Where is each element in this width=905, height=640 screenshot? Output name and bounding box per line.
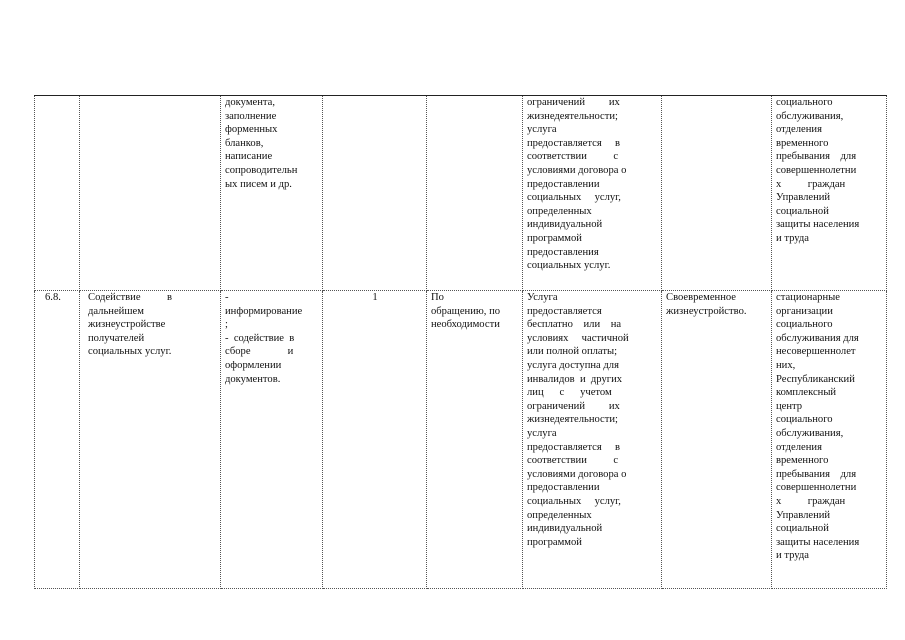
text-line: социального (776, 414, 833, 426)
text-line: документов. (225, 373, 281, 385)
text-line: условиями договора о (527, 164, 627, 176)
text-line: ых писем и др. (225, 178, 292, 190)
cell-result (662, 291, 772, 589)
text-line: пребывания для (776, 151, 857, 163)
text-line: социальных услуг. (527, 260, 611, 272)
text-line: ограничений их (527, 400, 620, 412)
text-line: социального (776, 97, 833, 108)
text-line: совершеннолетни (776, 164, 857, 176)
cell-number (35, 96, 80, 291)
text-line: сборе и (225, 346, 294, 358)
text-line: услуга доступна для (527, 359, 619, 371)
text-line: ограничений их (527, 97, 620, 108)
number-text: 6.8. (45, 292, 61, 303)
volume-text: 1 (372, 292, 378, 303)
cell-frequency (427, 291, 523, 589)
text-line: защиты населения (776, 219, 860, 231)
text-line: Содействие в (88, 292, 173, 303)
text-line: бесплатно или на (527, 319, 622, 331)
table-row (35, 96, 887, 291)
cell-volume (323, 96, 427, 291)
cell-conditions (523, 96, 662, 291)
table-row (35, 291, 887, 589)
text-line: заполнение (225, 110, 277, 122)
text-line: Управлений (776, 509, 831, 521)
text-line: комплексный (776, 387, 837, 399)
text-line: защиты населения (776, 536, 860, 548)
text-line: дальнейшем (88, 305, 144, 317)
text-line: предоставляется в (527, 441, 620, 453)
text-line: жизнеустройстве (88, 319, 166, 331)
text-line: и труда (776, 550, 809, 562)
text-line: пребывания для (776, 468, 857, 480)
text-line: - содействие в (225, 332, 295, 344)
text-line: несовершеннолет (776, 346, 856, 358)
text-line: инвалидов и других (527, 373, 623, 385)
text-line: программой (527, 232, 582, 244)
cell-number (35, 291, 80, 589)
text-line: совершеннолетни (776, 482, 857, 494)
text-line: временного (776, 455, 829, 467)
cell-conditions (523, 291, 662, 589)
text-line: х граждан (776, 495, 846, 507)
text-line: социальных услуг, (527, 192, 621, 204)
text-line: Управлений (776, 192, 831, 204)
text-line: сопроводительн (225, 164, 298, 176)
text-line: условиями договора о (527, 468, 627, 480)
text-line: индивидуальной (527, 219, 603, 231)
text-line: или полной оплаты; (527, 346, 618, 358)
text-line: оформлении (225, 359, 282, 371)
text-line: написание (225, 151, 273, 163)
text-line: жизнедеятельности; (527, 414, 618, 426)
text-line: По (431, 292, 444, 303)
cell-result (662, 96, 772, 291)
text-line: обращению, по (431, 305, 501, 317)
cell-providers (772, 291, 887, 589)
text-line: Услуга (527, 292, 558, 303)
text-line: программой (527, 536, 582, 548)
text-line: документа, (225, 97, 276, 108)
cell-service-name (80, 96, 221, 291)
text-line: центр (776, 400, 803, 412)
text-line: необходимости (431, 319, 500, 331)
text-line: социальных услуг. (88, 346, 172, 358)
text-line: предоставления (527, 246, 599, 258)
cell-service-content (221, 96, 323, 291)
text-line: получателей (88, 332, 145, 344)
text-line: предоставлении (527, 482, 600, 494)
text-line: социальной (776, 205, 829, 217)
text-line: предоставляется (527, 305, 602, 317)
cell-frequency (427, 96, 523, 291)
cell-service-content (221, 291, 323, 589)
text-line: информирование (225, 305, 303, 317)
text-line: соответствии с (527, 455, 619, 467)
text-line: определенных (527, 205, 592, 217)
text-line: обслуживания для (776, 332, 859, 344)
text-line: соответствии с (527, 151, 619, 163)
text-line: Своевременное (666, 292, 736, 303)
cell-service-name (80, 291, 221, 589)
text-line: предоставлении (527, 178, 600, 190)
text-line: организации (776, 305, 833, 317)
text-line: них, (776, 359, 796, 371)
text-line: обслуживания, (776, 427, 844, 439)
text-line: временного (776, 137, 829, 149)
text-line: услуга (527, 427, 557, 439)
text-line: бланков, (225, 137, 264, 149)
text-line: стационарные (776, 292, 840, 303)
text-line: социального (776, 319, 833, 331)
text-line: ; (225, 319, 228, 331)
text-line: услуга (527, 124, 557, 136)
text-line: Республиканский (776, 373, 855, 385)
text-line: - (225, 292, 229, 303)
text-line: жизнедеятельности; (527, 110, 618, 122)
text-line: индивидуальной (527, 523, 603, 535)
text-line: форменных (225, 124, 278, 136)
text-line: отделения (776, 124, 822, 136)
text-line: предоставляется в (527, 137, 620, 149)
text-line: отделения (776, 441, 822, 453)
text-line: условиях частичной (527, 332, 629, 344)
cell-providers (772, 96, 887, 291)
text-line: социальных услуг, (527, 495, 621, 507)
text-line: х граждан (776, 178, 846, 190)
text-line: лиц с учетом (527, 387, 612, 399)
text-line: и труда (776, 232, 809, 244)
services-table (34, 95, 887, 589)
cell-volume (323, 291, 427, 589)
text-line: обслуживания, (776, 110, 844, 122)
text-line: определенных (527, 509, 592, 521)
text-line: жизнеустройство. (666, 305, 747, 317)
text-line: социальной (776, 523, 829, 535)
